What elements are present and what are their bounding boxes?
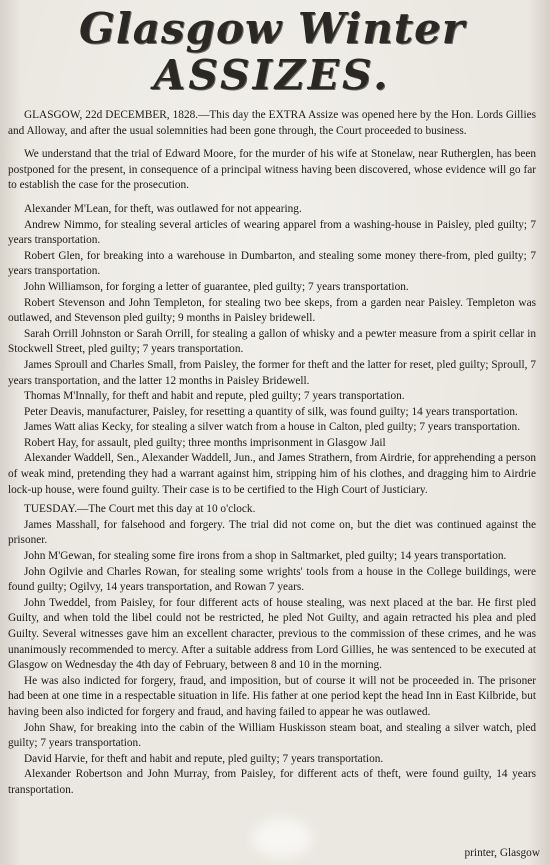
- paragraph-case: John Ogilvie and Charles Rowan, for stealing some wrights' tools from a house in the College buildings, were found guilty; Ogilvy, 14 years transportation, and Rowan 7 years.: [8, 565, 536, 594]
- paragraph-case: Sarah Orrill Johnston or Sarah Orrill, for stealing a gallon of whisky and a pewter measure from a spirit cellar in Stockwell Street, pled guilty; 7 years transportation.: [8, 327, 536, 356]
- paragraph-moore-trial: We understand that the trial of Edward Moore, for the murder of his wife at Stonelaw, near Rutherglen, has been postponed for the present, in consequence of a principal witness having been discovered, whose evidence will go far to establish the case for the prosecution.: [8, 148, 536, 192]
- page-title: Glasgow Winter: [78, 4, 465, 53]
- paragraph-case: David Harvie, for theft and habit and repute, pled guilty; 7 years transportation.: [24, 752, 384, 765]
- printer-credit: printer, Glasgow: [464, 847, 540, 859]
- paragraph-case: Thomas M'Innally, for theft and habit and repute, pled guilty; 7 years transportation.: [24, 390, 405, 403]
- paragraph-case: James Masshall, for falsehood and forgery. The trial did not come on, but the diet was continued against the prisoner.: [8, 518, 536, 547]
- paragraph-opening: GLASGOW, 22d DECEMBER, 1828.—This day the EXTRA Assize was opened here by the Hon. Lords Gillies and Alloway, and after the usual solemnities had been gone through, the Court proceeded to business.: [8, 109, 536, 137]
- paragraph-case: James Sproull and Charles Small, from Paisley, the former for theft and the latter for reset, pled guilty; Sproull, 7 years transportation, and the latter 12 months in Paisley Bridewell.: [8, 358, 536, 387]
- paragraph-case: Andrew Nimmo, for stealing several articles of wearing apparel from a washing-house in Paisley, pled guilty; 7 years transportation.: [8, 218, 536, 247]
- paragraph-case: Peter Deavis, manufacturer, Paisley, for resetting a quantity of silk, was found guilty; 14 years transportation.: [24, 405, 518, 418]
- paragraph-case: John Shaw, for breaking into the cabin of the William Huskisson steam boat, and stealing a silver watch, pled guilty; 7 years transportation.: [8, 721, 536, 750]
- paragraph-tuesday: TUESDAY.—The Court met this day at 10 o'clock.: [24, 503, 256, 516]
- paragraph-case: John M'Gewan, for stealing some fire irons from a shop in Saltmarket, pled guilty; 14 years transportation.: [24, 550, 507, 563]
- paper-stain: [252, 818, 312, 858]
- paragraph-case: Robert Glen, for breaking into a warehouse in Dumbarton, and stealing some money there-from, pled guilty; 7 years transportation.: [8, 249, 536, 278]
- paragraph-case: Alexander Waddell, Sen., Alexander Waddell, Jun., and James Strathern, from Airdrie, for apprehending a person of weak mind, pretending they had a warrant against him, stripping him of his clothes, and dragging him to Airdrie lock-up house, were found guilty. Their case is to be certified to the High Court of Justiciary.: [8, 452, 536, 496]
- paragraph-case: John Tweddel, from Paisley, for four different acts of house stealing, was next placed at the bar. He first pled Guilty, and when told the libel could not be restricted, he pled Not Guilty, and again retracted his plea and pled Guilty. Several witnesses gave him an excellent character, previous to the commission of these crimes, and he was unanimously recommended to mercy. After a suitable address from Lord Gillies, he was sentenced to be executed at Glasgow on Wednesday the 4th day of February, between 8 and 10 in the morning.: [8, 596, 536, 672]
- article-body: [8, 108, 536, 799]
- paragraph-case: Robert Stevenson and John Templeton, for stealing two bee skeps, from a garden near Paisley. Templeton was outlawed, and Stevenson pled guilty; 9 months in Paisley bridewell.: [8, 296, 536, 325]
- paragraph-case: Alexander M'Lean, for theft, was outlawed for not appearing.: [24, 202, 302, 215]
- paragraph-case: John Williamson, for forging a letter of guarantee, pled guilty; 7 years transportation.: [24, 280, 409, 293]
- page-subtitle: ASSIZES.: [153, 51, 391, 99]
- paragraph-case: James Watt alias Kecky, for stealing a silver watch from a house in Calton, pled guilty; 7 years transportation.: [24, 421, 521, 434]
- paragraph-case: Alexander Robertson and John Murray, from Paisley, for different acts of theft, were found guilty, 14 years transportation.: [8, 768, 536, 796]
- masthead: [8, 6, 536, 98]
- paragraph-case: He was also indicted for forgery, fraud, and imposition, but of course it will not be proceeded in. The prisoner had been at one time in a respectable situation in life. His father at one period kept the head Inn in East Kilbride, but having been also indicted for forgery and fraud, and having failed to appear he was outlawed.: [8, 674, 536, 718]
- paragraph-case: Robert Hay, for assault, pled guilty; three months imprisonment in Glasgow Jail: [24, 436, 386, 449]
